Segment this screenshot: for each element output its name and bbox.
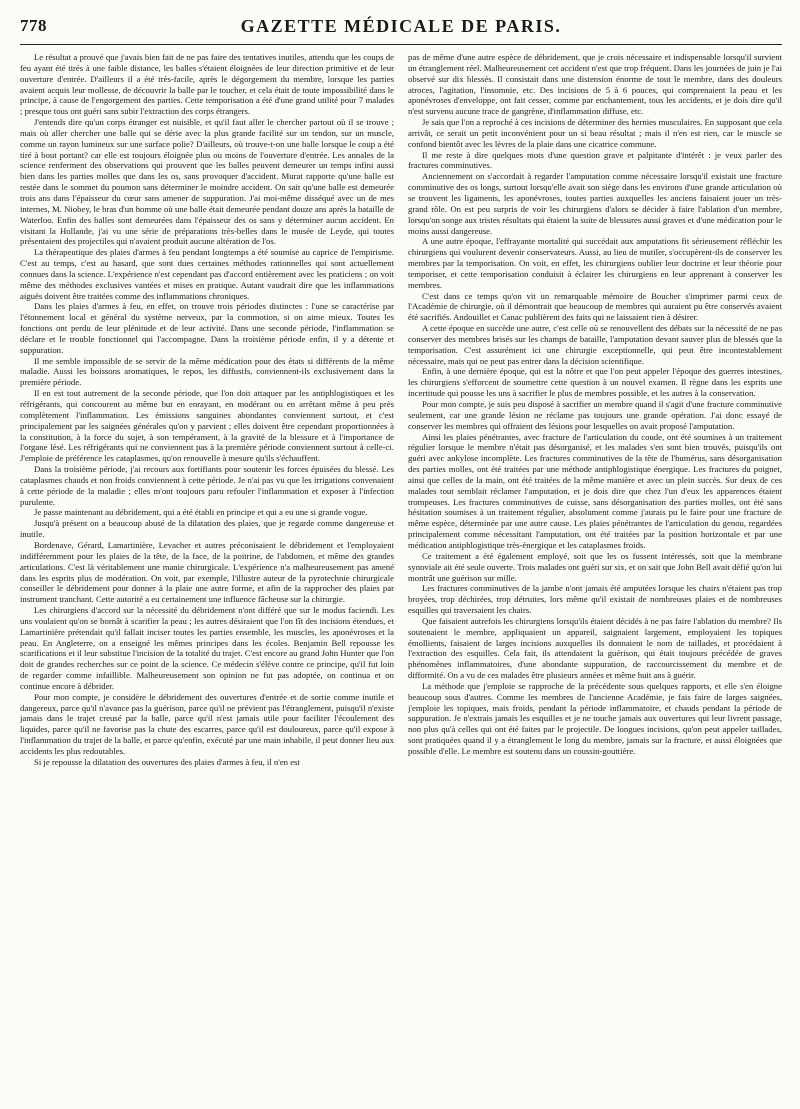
paragraph: Ainsi les plaies pénétrantes, avec fracture de l'articulation du coude, ont été soumises à un traitement régulier lorsque le membre n'était pas désorganisé, et les malades s'en sont bien trouvés, puisqu'ils ont guéri avec ankylose incomplète. Les fractures comminutives de la tête de l'humérus, sans désorganisation des parties molles, ont été traitées par une méthode antiphlogistique énergique. Les fractures du poignet, ainsi que celles de la main, ont été traitées de la même manière et avec un plein succès. Sur deux de ces malades tout semblait réclamer l'amputation, et je dois dire que chez l'un d'eux les apparences étaient trompeuses. Les fractures comminutives de cuisse, sans désorganisation des parties molles, ont été sans hésitation soumises à un traitement régulier, absolument comme j'aurais pu le faire pour une fracture de même espèce, déterminée par une autre cause. Les plaies pénétrantes de l'articulation du genou, regardées principalement comme nécessitant l'amputation, ont été traitées par la position horizontale et par une médication antiphlogistique très-énergique et les cataplasmes froids. bbox=[408, 431, 782, 550]
paragraph: Bordenave, Gérard, Lamartinière, Levacher et autres préconisaient le débridement et l'employaient indifféremment pour les plaies de la tête, de la face, de la poitrine, de l'abdomen, et même des grandes articulations. C'est là véritablement une manie chirurgicale. L'expérience n'a malheureusement pas amené dans les esprits plus de modération. On voit, par exemple, l'illustre auteur de la pyrotechnie chirurgicale conseiller le débridement pour donner à la plaie une autre forme, et afin de la rapprocher des plaies par instrument tranchant. Cette autorité a eu certainement une influence fâcheuse sur la chirurgie. bbox=[20, 539, 394, 605]
paragraph: A une autre époque, l'effrayante mortalité qui succédait aux amputations fit sérieusement réfléchir les chirurgiens qui voulurent devenir conservateurs. Aussi, au lieu de mutiler, s'occupèrent-ils de conserver les membres par la temporisation. On voit, en effet, les chirurgiens oublier leur doctrine et leur théorie pour temporiser, et cette temporisation conduisit à éclairer les chirurgiens en leur apprenant à conserver les membres. bbox=[408, 236, 782, 290]
paragraph: Les chirurgiens d'accord sur la nécessité du débridement n'ont différé que sur le modus faciendi. Les uns voulaient qu'on se bornât à scarifier la peau ; les autres désiraient que l'on fît des incisions étendues, et Lamartinière prétendait qu'il fallait inciser toutes les parties ensemble, les muscles, les aponévroses et la peau. En Angleterre, on a enseigné les mêmes principes dans les écoles. Benjamin Bell repousse les scarifications et il leur substitue l'incision de la totalité du trajet. C'est encore au grand John Hunter que l'on doit de grandes recherches sur ce point de la science. Ce médecin s'élève contre ce principe, qu'il fut loin de regarder comme infaillible. Malheureusement son opinion ne fut pas adoptée, on continua et on continue encore à débrider. bbox=[20, 605, 394, 691]
paragraph: pas de même d'une autre espèce de débridement, que je crois nécessaire et indispensable lorsqu'il survient un étranglement réel. Malheureusement cet accident n'est que trop fréquent. Dans les journées de juin je l'ai observé sur dix blessés. Il consistait dans une distension énorme de tout le membre, dans des douleurs atroces, l'agitation, l'insomnie, etc. Des incisions de 5 à 6 pouces, qui comprenaient la peau et les aponévroses d'enveloppe, ont fait cesser, comme par enchantement, tous les accidents, et je dois dire qu'il n'est survenu aucune trace de gangrène, d'inflammation diffuse, etc. bbox=[408, 52, 782, 117]
page-header bbox=[20, 14, 782, 45]
journal-title: GAZETTE MÉDICALE DE PARIS. bbox=[240, 16, 562, 36]
paragraph: Dans les plaies d'armes à feu, en effet, on trouve trois périodes distinctes : l'une se caractérise par l'étonnement local et général du système nerveux, par la commotion, si on aime mieux. Toutes les fonctions ont perdu de leur plénitude et de leur activité. Dans une seconde période, l'inflammation se déclare et le trouble fonctionnel qui l'accompagne. Dans la troisième période enfin, il y a détente et suppuration. bbox=[20, 301, 394, 355]
paragraph: Ce traitement a été également employé, soit que les os fussent intéressés, soit que la membrane synoviale ait été seule ouverte. Trois malades ont guéri sur six, et on sait que John Bell avait défié qu'on lui montrât une guérison sur mille. bbox=[408, 550, 782, 583]
paragraph: J'entends dire qu'un corps étranger est nuisible, et qu'il faut aller le chercher partout où il se trouve ; mais où aller chercher une balle qui se dérie avec la plus grande facilité sur un tendon, sur un muscle, comme un rayon lumineux sur une surface polie? D'ailleurs, où trouve-t-on une balle lorsque le coup a été tiré à bout portant? car elle est toujours éloignée plus ou moins de l'ouverture d'entrée. Les annales de la science renferment des observations qui prouvent que les balles peuvent demeurer un temps infini aussi bien dans les parties molles que dans les os, sans provoquer d'accident. Murat rapporte qu'une balle est restée dans le sommet du poumon sans déterminer le moindre accident. On sait qu'une balle est demeurée trois ans dans l'épaisseur du cœur sans amener de suppuration. J'ai moi-même disséqué avec un de mes internes, M. Niobey, le bras d'un homme où une balle était demeurée pendant douze ans après la bataille de Waterloo. Enfin des balles sont demeurées dans l'épaisseur des os sans y déterminer aucun accident. En visitant la Hollande, j'ai vu une série de préparations très-belles dans le musée de Leyde, qui toutes présentaient des projectiles qui n'avaient produit aucune altération de l'os. bbox=[20, 117, 394, 247]
paragraph: C'est dans ce temps qu'on vit un remarquable mémoire de Boucher s'imprimer parmi ceux de l'Académie de chirurgie, où il démontrait que beaucoup de membres qui auraient pu être conservés avaient été sacrifiés. Andouillet et Canac publièrent des faits qui ne laissaient rien à désirer. bbox=[408, 290, 782, 323]
paragraph: Pour mon compte, je considère le débridement des ouvertures d'entrée et de sortie comme inutile et dangereux, parce qu'il n'avance pas la guérison, parce qu'il ne prévient pas l'étranglement, puisqu'il n'existe jamais dans le trajet creusé par la balle, parce qu'il n'est jamais utile pour faciliter l'écoulement des liquides, parce qu'il ne favorise pas la chute des escarres, parce qu'il est douloureux, parce qu'il expose à l'inflammation du trajet de la balle, et parce qu'enfin, exécuté par une main inhabile, il peut donner lieu aux accidents les plus redoutables. bbox=[20, 691, 394, 756]
page-number: 778 bbox=[20, 16, 47, 35]
paragraph: La méthode que j'emploie se rapproche de la précédente sous quelques rapports, et elle s'en éloigne beaucoup sous d'autres. Comme les membres de l'ancienne Académie, je fais faire de larges saignées, j'emploie les topiques, mais froids, pendant la période inflammatoire, et chauds pendant la période de suppuration. Je n'extrais jamais les esquilles et je ne touche jamais aux ouvertures qui leur livrent passage, non plus qu'à celles qui ont été faites par le projectile. De longues incisions, qu'on peut appeler taillades, sont pratiquées quand il y a étranglement le long du membre, jamais sur la fracture, et aussi éloignées que possible d'elle. Le membre est soutenu dans un coussin-gouttière. bbox=[408, 680, 782, 756]
paragraph: Il me reste à dire quelques mots d'une question grave et palpitante d'intérêt : je veux parler des fractures comminutives. bbox=[408, 149, 782, 171]
paragraph: A cette époque en succède une autre, c'est celle où se renouvellent des débats sur la nécessité de ne pas conserver des membres brisés sur les champs de bataille, l'amputation devant sauver plus de blessés que la temporisation. C'est assurément ici une chirurgie exceptionnelle, qui peut être incontestablement nécessaire, mais qui ne peut pas entrer dans la décision scientifique. bbox=[408, 323, 782, 366]
text-columns bbox=[20, 52, 782, 1103]
paragraph: Pour mon compte, je suis peu disposé à sacrifier un membre quand il s'agit d'une fracture comminutive seulement, car une grande lésion ne réclame pas toujours une grande opération. J'ai donc essayé de conserver les membres qui offraient des lésions pour lesquelles on avait proposé l'amputation. bbox=[408, 399, 782, 431]
paragraph: La thérapeutique des plaies d'armes à feu pendant longtemps a été soumise au caprice de l'empirisme. C'est au temps, c'est au hasard, que sont dues certaines méthodes rationnelles qui sont actuellement connues dans la science. L'expérience n'est cependant pas d'accord entièrement avec les praticiens ; on voit même des méthodes exclusives vantées et mises en pratique. Autant vaudrait dire que les inflammations aiguës doivent être traitées comme des inflammations chroniques. bbox=[20, 247, 394, 301]
right-column bbox=[408, 52, 782, 1103]
paragraph: Que faisaient autrefois les chirurgiens lorsqu'ils étaient décidés à ne pas faire l'ablation du membre? Ils soutenaient le membre, appliquaient un appareil, saignaient largement, employaient les topiques émollients, faisaient de larges incisions auxquelles ils donnaient le nom de taillades, et procédaient à l'extraction des esquilles. Cela fait, ils attendaient la guérison, qui était toujours précédée de graves phénomènes inflammatoires, d'une abondante suppuration, de raccourcissement du membre et de difformité. On a vu de ces malades être plusieurs années et même huit ans à guérir. bbox=[408, 615, 782, 681]
paragraph: Il en est tout autrement de la seconde période, que l'on doit attaquer par les antiphlogistiques et les réfrigérants, qui concourent au même but en enrayant, en modérant ou en arrêtant même à peu près complètement l'inflammation. Les émissions sanguines abondantes conviennent surtout, et c'est principalement par les saignées générales qu'on y parvient ; elles doivent être cependant proportionnées à la constitution, à la force du sujet, à son tempérament, à la gravité de la blessure et à l'importance de l'organe lésé. Les réfrigérants qui ne conviennent pas à la première période conviennent surtout à celle-ci. J'emploie de préférence les cataplasmes, qu'on renouvelle à mesure qu'ils s'échauffent. bbox=[20, 388, 394, 464]
paragraph: Je sais que l'on a reproché à ces incisions de déterminer des hernies musculaires. En supposant que cela arrivât, ce serait un petit inconvénient pour un si beau résultat ; mais il n'en est rien, car le muscle se confond bientôt avec les lèvres de la plaie dans une cicatrice commune. bbox=[408, 117, 782, 149]
paragraph: Anciennement on s'accordait à regarder l'amputation comme nécessaire lorsqu'il existait une fracture comminutive des os longs, surtout lorsqu'elle avait son siège dans les environs d'une grande articulation où se trouvent les ligaments, les aponévroses, toutes parties auxquelles les anciens faisaient jouer un très-grand rôle. On est peu surpris de voir les chirurgiens d'alors se décider à faire l'ablation d'un membre, lorsqu'on songe aux tristes résultats qui étaient la suite de blessures aussi graves et d'une médication pour le moins aussi dangereuse. bbox=[408, 171, 782, 236]
paragraph: Dans la troisième période, j'ai recours aux fortifiants pour soutenir les forces épuisées du blessé. Les cataplasmes chauds et non froids conviennent à cette période. Je n'ai pas vu que les irrigations convenaient à cette période de la maladie ; elles m'ont toujours paru refouler l'inflammation et exposer à l'infection purulente. bbox=[20, 464, 394, 507]
paragraph: Jusqu'à présent on a beaucoup abusé de la dilatation des plaies, que je regarde comme dangereuse et inutile. bbox=[20, 518, 394, 540]
paragraph: Il me semble impossible de se servir de la même médication pour des états si différents de la même maladie. Aussi les boissons aromatiques, le repos, les diffusifs, conviennent-ils exclusivement dans la première période. bbox=[20, 355, 394, 388]
paragraph: Enfin, à une dernière époque, qui est la nôtre et que l'on peut appeler l'époque des guerres intestines, les chirurgiens s'efforcent de soumettre cette question à un nouvel examen. Il règne dans les esprits une incertitude qui pousse les uns à sacrifier le plus de membres possible, et les autres à la conservation. bbox=[408, 366, 782, 399]
left-column bbox=[20, 52, 394, 1103]
paragraph: Le résultat a prouvé que j'avais bien fait de ne pas faire des tentatives inutiles, attendu que les coups de feu ayant été tirés à une faible distance, les balles s'étaient éloignées de leur direction primitive et de leur ouverture d'entrée. D'ailleurs il a été très-facile, après le dégorgement du membre, lorsque les parties avaient acquis leur mollesse, de découvrir la balle par le toucher, et cela était de toute impossibilité dans le principe, à cause de l'engorgement des parties. Cette temporisation a été d'une grand utilité pour 7 malades ; presque tous ont guéri sans subir l'extraction des corps étrangers. bbox=[20, 52, 394, 117]
paragraph: Les fractures comminutives de la jambe n'ont jamais été amputées lorsque les chairs n'étaient pas trop broyées, trop déchirées, trop détruites, lors même qu'il existait de nombreuses plaies et de nombreuses esquilles qui traversaient les chairs. bbox=[408, 583, 782, 616]
paragraph: Je passe maintenant au débridement, qui a été établi en principe et qui a eu une si grande vogue. bbox=[34, 507, 368, 518]
paragraph: Si je repousse la dilatation des ouvertures des plaies d'armes à feu, il n'en est bbox=[34, 756, 300, 767]
